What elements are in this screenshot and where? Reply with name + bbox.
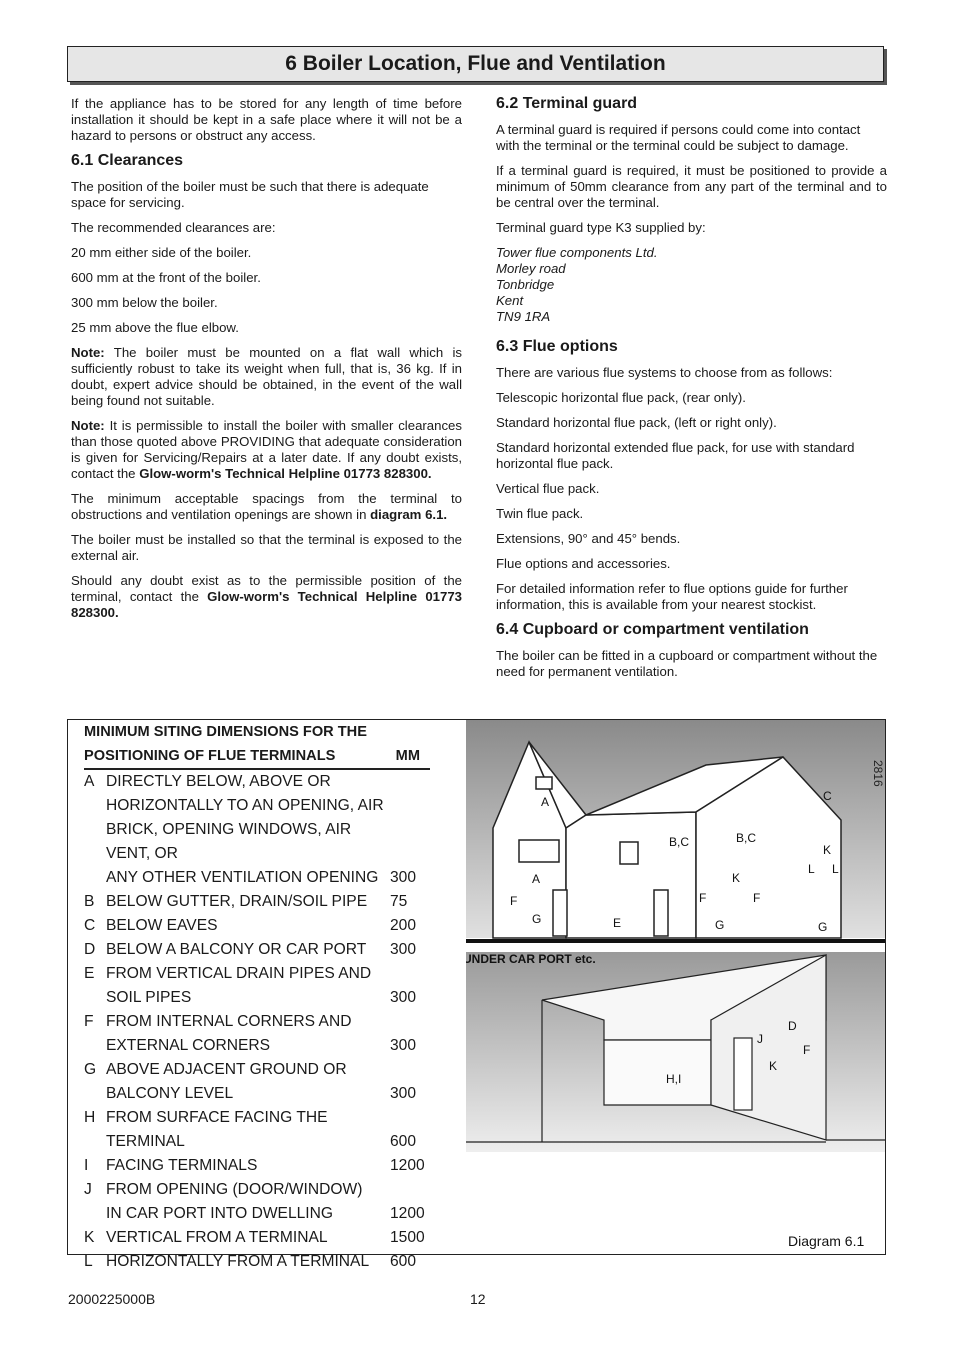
label-k2: K	[823, 843, 832, 857]
row-text: ABOVE ADJACENT GROUND OR	[106, 1061, 347, 1078]
row-text: BRICK, OPENING WINDOWS, AIR VENT, OR	[106, 821, 352, 862]
row-key: G	[84, 1061, 97, 1078]
row-key: C	[84, 917, 96, 934]
row-key	[84, 1082, 106, 1106]
note-clearances	[71, 418, 462, 482]
row-key: E	[84, 965, 95, 982]
note-wall-text: The boiler must be mounted on a flat wall which is sufficiently robust to take its weight when full, that is, 36 kg. If in doubt, expert advice should be obtained, in the event of the wall being found not suitable.	[71, 345, 462, 408]
row-text: HORIZONTALLY TO AN OPENING, AIR	[106, 797, 384, 814]
label-d: D	[788, 1019, 797, 1033]
row-key: H	[84, 1109, 96, 1126]
row-value	[390, 1058, 430, 1082]
row-text: ANY OTHER VENTILATION OPENING	[106, 869, 379, 886]
clearance-above: 25 mm above the flue elbow.	[71, 320, 239, 335]
table-row	[84, 962, 430, 986]
row-text: FACING TERMINALS	[106, 1157, 258, 1174]
row-text: EXTERNAL CORNERS	[106, 1037, 271, 1054]
row-text: VERTICAL FROM A TERMINAL	[106, 1229, 328, 1246]
row-value: 300	[390, 1037, 417, 1054]
clearance-below: 300 mm below the boiler.	[71, 295, 218, 310]
flue-guide: For detailed information refer to flue options guide for further information, this is available from your nearest stockist.	[496, 581, 848, 612]
flue-intro: There are various flue systems to choose from as follows:	[496, 365, 833, 380]
row-key: L	[84, 1253, 93, 1270]
address-line: Tonbridge	[496, 277, 555, 292]
table-row	[84, 890, 430, 914]
label-g2: G	[715, 918, 725, 932]
table-row	[84, 938, 430, 962]
clearances-heading: 6.1 Clearances	[71, 152, 184, 169]
row-value	[390, 1010, 430, 1034]
address-line: TN9 1RA	[496, 309, 551, 324]
row-text: BELOW A BALCONY OR CAR PORT	[106, 941, 367, 958]
row-value	[390, 818, 430, 866]
row-value	[390, 1178, 430, 1202]
note-label: Note:	[71, 345, 105, 360]
helpline-text-2: Glow-worm's Technical Helpline 01773 828300.	[71, 589, 462, 620]
row-value	[390, 770, 430, 794]
row-value: 300	[390, 869, 417, 886]
row-value: 300	[390, 1085, 417, 1102]
row-text: SOIL PIPES	[106, 989, 192, 1006]
label-e: E	[613, 916, 622, 930]
row-value	[390, 962, 430, 986]
row-key	[84, 818, 106, 866]
car-port-illustration	[466, 941, 885, 1152]
row-text: FROM INTERNAL CORNERS AND	[106, 1013, 352, 1030]
row-value: 1200	[390, 1157, 425, 1174]
label-k3: K	[769, 1059, 778, 1073]
right-column	[496, 96, 887, 689]
row-value: 300	[390, 941, 417, 958]
row-key: D	[84, 941, 96, 958]
diagram-drawing	[466, 720, 885, 1254]
flue-options-heading: 6.3 Flue options	[496, 338, 618, 355]
address-line: Kent	[496, 293, 524, 308]
table-row	[84, 794, 430, 818]
terminal-exposed-paragraph: The boiler must be installed so that the terminal is exposed to the external air.	[71, 532, 462, 563]
doubt-paragraph	[71, 573, 462, 621]
row-key	[84, 866, 106, 890]
flue-option-5: Twin flue pack.	[496, 506, 584, 521]
guard-paragraph-1: A terminal guard is required if persons could come into contact with the terminal or the terminal could be subject to damage.	[496, 122, 861, 153]
note-label-2: Note:	[71, 418, 105, 433]
table-header-1: MINIMUM SITING DIMENSIONS FOR THE	[84, 724, 367, 740]
row-key: B	[84, 893, 95, 910]
row-text: FROM VERTICAL DRAIN PIPES AND	[106, 965, 372, 982]
table-row	[84, 1034, 430, 1058]
label-c: C	[823, 789, 832, 803]
table-rows	[84, 770, 430, 1274]
table-header-2	[84, 744, 430, 770]
table-row	[84, 1082, 430, 1106]
guard-paragraph-2: If a terminal guard is required, it must be positioned to provide a minimum of 50mm clearance from any part of the terminal and to be central over the terminal.	[496, 163, 887, 210]
table-row	[84, 1202, 430, 1226]
table-header-unit: MM	[395, 748, 420, 764]
label-l: L	[808, 862, 815, 876]
diagram-reference: diagram 6.1.	[370, 507, 448, 522]
siting-dimensions-panel	[67, 719, 886, 1270]
flue-option-2: Standard horizontal flue pack, (left or right only).	[496, 415, 777, 430]
table-row	[84, 770, 430, 794]
row-key	[84, 1034, 106, 1058]
table-row	[84, 986, 430, 1010]
intro-paragraph: If the appliance has to be stored for any length of time before installation it should be kept in a safe place where it will not be a hazard to persons or obstruct any access.	[71, 96, 462, 143]
row-value	[390, 1106, 430, 1130]
address-line: Tower flue components Ltd.	[496, 245, 658, 260]
table-row	[84, 1130, 430, 1154]
row-value: 600	[390, 1253, 417, 1270]
supplier-address	[496, 245, 887, 325]
row-value: 75	[390, 893, 408, 910]
flue-option-1: Telescopic horizontal flue pack, (rear only).	[496, 390, 746, 405]
page-title: 6 Boiler Location, Flue and Ventilation	[285, 52, 666, 75]
helpline-text: Glow-worm's Technical Helpline 01773 828300.	[139, 466, 432, 481]
label-f4: F	[803, 1043, 811, 1057]
row-text: HORIZONTALLY FROM A TERMINAL	[106, 1253, 370, 1270]
section-title-box	[67, 46, 884, 82]
clearance-front: 600 mm at the front of the boiler.	[71, 270, 261, 285]
row-text: DIRECTLY BELOW, ABOVE OR	[106, 773, 331, 790]
label-k: K	[732, 871, 741, 885]
row-value: 300	[390, 989, 417, 1006]
label-l2: L	[832, 862, 839, 876]
label-a2: A	[532, 872, 541, 886]
label-f2: F	[699, 891, 707, 905]
row-value: 1500	[390, 1229, 425, 1246]
row-text: FROM SURFACE FACING THE	[106, 1109, 328, 1126]
table-row	[84, 914, 430, 938]
ventilation-paragraph: The boiler can be fitted in a cupboard or compartment without the need for permanent ventilation.	[496, 648, 878, 679]
label-b: B,C	[669, 835, 690, 849]
diagram-number: 2816	[871, 760, 885, 787]
page-number: 12	[470, 1291, 486, 1307]
spacings-text: The minimum acceptable spacings from the terminal to obstructions and ventilation openings are shown in	[71, 491, 462, 522]
note-clearances-text: It is permissible to install the boiler with smaller clearances than those quoted above PROVIDING that adequate consideration is given for Servicing/Repairs at a later date. If any doubt exists, contact the	[71, 418, 462, 481]
address-line: Morley road	[496, 261, 566, 276]
row-text: BELOW GUTTER, DRAIN/SOIL PIPE	[106, 893, 368, 910]
row-value	[390, 794, 430, 818]
table-row	[84, 866, 430, 890]
diagram	[466, 720, 885, 1254]
diagram-caption: Diagram 6.1	[788, 1233, 865, 1249]
table-row	[84, 1010, 430, 1034]
flue-option-6: Extensions, 90° and 45° bends.	[496, 531, 681, 546]
label-g3: G	[818, 920, 828, 934]
note-wall	[71, 345, 462, 409]
ventilation-heading: 6.4 Cupboard or compartment ventilation	[496, 621, 809, 638]
row-key: I	[84, 1157, 89, 1174]
recommended-clearances: The recommended clearances are:	[71, 220, 276, 235]
document-code: 2000225000B	[68, 1291, 156, 1307]
row-text: IN CAR PORT INTO DWELLING	[106, 1205, 334, 1222]
label-f: F	[510, 894, 518, 908]
row-key	[84, 1202, 106, 1226]
flue-option-3: Standard horizontal extended flue pack, for use with standard horizontal flue pack.	[496, 440, 855, 471]
row-text: FROM OPENING (DOOR/WINDOW)	[106, 1181, 363, 1198]
clearance-side: 20 mm either side of the boiler.	[71, 245, 252, 260]
label-a: A	[541, 795, 550, 809]
spacings-paragraph	[71, 491, 462, 523]
row-key: J	[84, 1181, 92, 1198]
table-row	[84, 1154, 430, 1178]
left-column	[71, 96, 462, 630]
table-row	[84, 1178, 430, 1202]
row-value: 1200	[390, 1205, 425, 1222]
row-key	[84, 794, 106, 818]
label-hi: H,I	[666, 1072, 682, 1086]
doubt-text: Should any doubt exist as to the permissible position of the terminal, contact the	[71, 573, 462, 604]
table-header-title: POSITIONING OF FLUE TERMINALS	[84, 748, 336, 764]
row-key	[84, 986, 106, 1010]
siting-dimensions-table	[84, 720, 430, 1274]
label-g: G	[532, 912, 542, 926]
clearances-paragraph: The position of the boiler must be such that there is adequate space for servicing.	[71, 179, 429, 210]
flue-option-7: Flue options and accessories.	[496, 556, 671, 571]
row-key	[84, 1130, 106, 1154]
row-text: BELOW EAVES	[106, 917, 218, 934]
table-row	[84, 1058, 430, 1082]
terminal-guard-heading: 6.2 Terminal guard	[496, 95, 638, 112]
guard-supplier: Terminal guard type K3 supplied by:	[496, 220, 706, 235]
row-value: 600	[390, 1133, 417, 1150]
label-j: J	[757, 1032, 763, 1046]
row-text: BALCONY LEVEL	[106, 1085, 234, 1102]
row-key: K	[84, 1229, 95, 1246]
table-row	[84, 1226, 430, 1250]
table-row	[84, 1106, 430, 1130]
row-key: A	[84, 773, 95, 790]
label-b2: B,C	[736, 831, 757, 845]
table-row	[84, 818, 430, 866]
row-text: TERMINAL	[106, 1133, 185, 1150]
flue-option-4: Vertical flue pack.	[496, 481, 600, 496]
car-port-label: UNDER CAR PORT etc.	[466, 952, 596, 966]
row-value: 200	[390, 917, 417, 934]
row-key: F	[84, 1013, 94, 1030]
label-f3: F	[753, 891, 761, 905]
table-row	[84, 1250, 430, 1274]
